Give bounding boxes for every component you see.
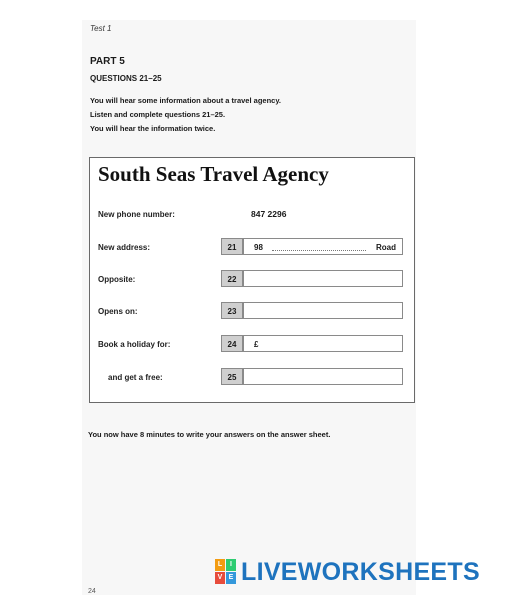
instruction-line: You will hear some information about a travel agency. bbox=[90, 96, 282, 105]
answer-field-21[interactable] bbox=[243, 238, 403, 255]
footer-note: You now have 8 minutes to write your answers on the answer sheet. bbox=[88, 430, 331, 439]
badge-letter: E bbox=[226, 572, 236, 584]
answer-field-24[interactable] bbox=[243, 335, 403, 352]
badge-letter: I bbox=[226, 559, 236, 571]
answer-suffix: Road bbox=[376, 243, 396, 252]
logo-badge-icon bbox=[215, 559, 237, 585]
question-number: 24 bbox=[221, 335, 243, 352]
question-number: 22 bbox=[221, 270, 243, 287]
phone-label: New phone number: bbox=[98, 210, 175, 219]
answer-prefix: 98 bbox=[254, 243, 263, 252]
free-gift-label: and get a free: bbox=[108, 373, 163, 382]
answer-prefix: £ bbox=[254, 340, 259, 349]
question-number: 21 bbox=[221, 238, 243, 255]
questions-heading: QUESTIONS 21–25 bbox=[90, 74, 162, 83]
liveworksheets-logo bbox=[215, 556, 480, 588]
dotted-line bbox=[272, 250, 366, 251]
part-heading: PART 5 bbox=[90, 56, 125, 67]
badge-letter: L bbox=[215, 559, 225, 571]
instruction-line: You will hear the information twice. bbox=[90, 124, 216, 133]
badge-letter: V bbox=[215, 572, 225, 584]
instruction-line: Listen and complete questions 21–25. bbox=[90, 110, 226, 119]
page-number: 24 bbox=[88, 588, 96, 595]
form-title: South Seas Travel Agency bbox=[98, 162, 329, 186]
question-number: 25 bbox=[221, 368, 243, 385]
answer-field-25[interactable] bbox=[243, 368, 403, 385]
answer-field-22[interactable] bbox=[243, 270, 403, 287]
answer-field-23[interactable] bbox=[243, 302, 403, 319]
test-label: Test 1 bbox=[90, 24, 112, 33]
question-number: 23 bbox=[221, 302, 243, 319]
phone-value: 847 2296 bbox=[251, 209, 287, 219]
address-label: New address: bbox=[98, 243, 151, 252]
opposite-label: Opposite: bbox=[98, 275, 136, 284]
travel-agency-form bbox=[89, 157, 415, 403]
opens-on-label: Opens on: bbox=[98, 307, 138, 316]
logo-text: LIVEWORKSHEETS bbox=[241, 557, 480, 586]
book-holiday-label: Book a holiday for: bbox=[98, 340, 171, 349]
